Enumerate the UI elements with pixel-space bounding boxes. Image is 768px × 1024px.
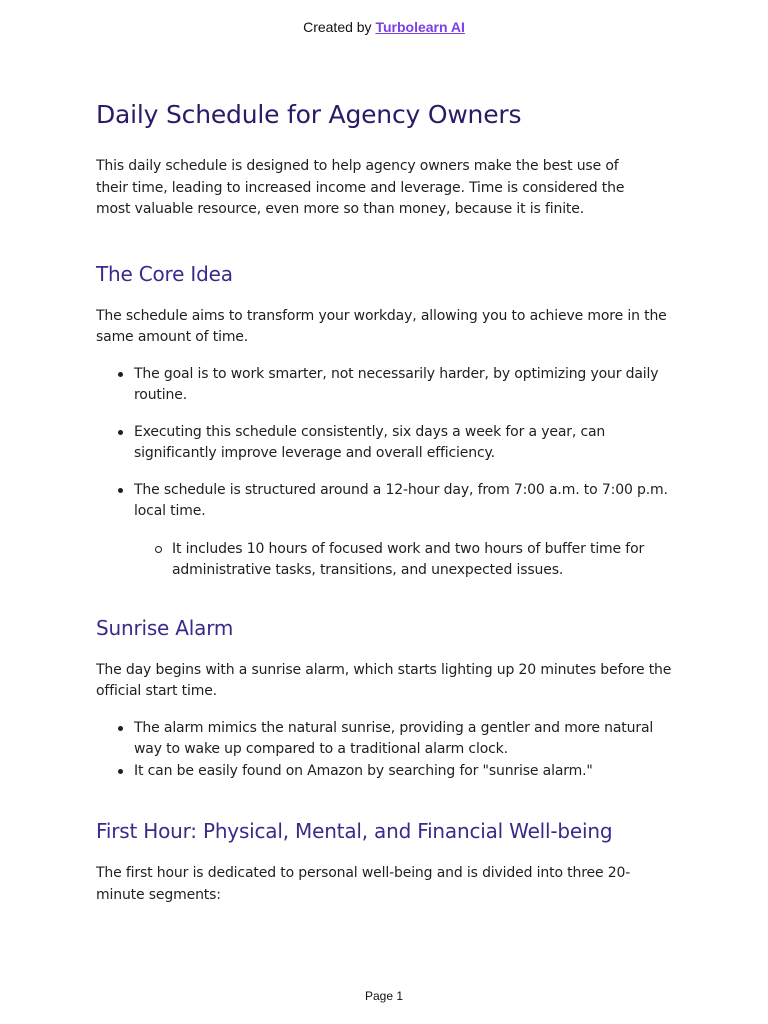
list-item: The alarm mimics the natural sunrise, providing a gentler and more natural way to wake up compared to a traditional alarm clock. bbox=[96, 718, 676, 761]
list-item: Executing this schedule consistently, six days a week for a year, can significantly improve leverage and overall efficiency. bbox=[96, 422, 676, 465]
heading-first-hour: First Hour: Physical, Mental, and Financial Well-being bbox=[96, 819, 613, 843]
document-body bbox=[96, 94, 676, 906]
sub-list-item: It includes 10 hours of focused work and two hours of buffer time for administrative tasks, transitions, and unexpected issues. bbox=[96, 539, 676, 582]
list-item: The goal is to work smarter, not necessarily harder, by optimizing your daily routine. bbox=[96, 364, 676, 407]
core-idea-list bbox=[96, 364, 676, 582]
core-idea-paragraph: The schedule aims to transform your workday, allowing you to achieve more in the same amount of time. bbox=[96, 307, 667, 345]
page-title: Daily Schedule for Agency Owners bbox=[96, 100, 522, 129]
heading-core-idea: The Core Idea bbox=[96, 261, 233, 286]
intro-paragraph: This daily schedule is designed to help agency owners make the best use of their time, leading to increased income and leverage. Time is considered the most valuable resource, even more so than money, because it is finite. bbox=[96, 158, 625, 217]
created-by-credit bbox=[0, 19, 768, 35]
credit-prefix: Created by bbox=[303, 19, 372, 35]
heading-sunrise-alarm: Sunrise Alarm bbox=[96, 615, 234, 640]
sunrise-paragraph: The day begins with a sunrise alarm, which starts lighting up 20 minutes before the official start time. bbox=[96, 661, 672, 699]
turbolearn-link[interactable]: Turbolearn AI bbox=[375, 19, 465, 35]
first-hour-paragraph: The first hour is dedicated to personal well-being and is divided into three 20-minute segments: bbox=[96, 865, 631, 903]
list-item: The schedule is structured around a 12-hour day, from 7:00 a.m. to 7:00 p.m. local time. bbox=[96, 480, 676, 523]
page-number: Page 1 bbox=[364, 989, 404, 1003]
sunrise-list bbox=[96, 718, 676, 783]
list-item: It can be easily found on Amazon by searching for "sunrise alarm." bbox=[96, 761, 676, 783]
